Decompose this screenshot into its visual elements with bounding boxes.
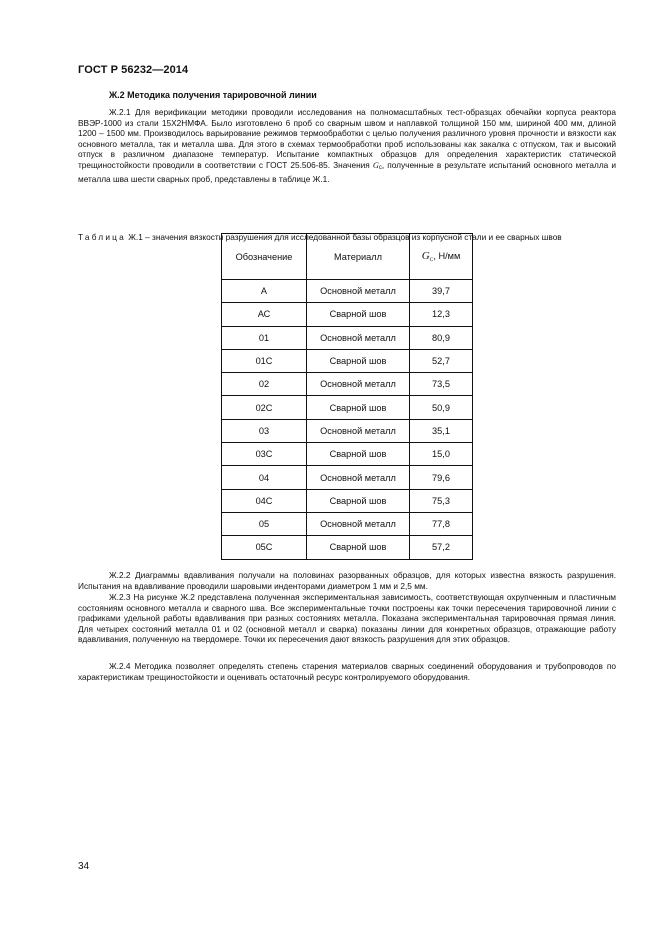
table-row (222, 326, 473, 349)
paragraph-zh-2-2: Ж.2.2 Диаграммы вдавливания получали на половинах разорванных образцов, для которых известна вязкость разрушения. Испытания на вдавливание проводили шаровыми инденторами диаметром 1 мм и 2,5 мм. (78, 570, 616, 591)
header-designation: Обозначение (222, 234, 307, 280)
header-gc (410, 234, 473, 280)
table-header-row (222, 234, 473, 280)
document-header: ГОСТ Р 56232—2014 (78, 64, 189, 76)
gc-symbol: G (372, 160, 379, 170)
cell-value: 73,5 (410, 373, 473, 396)
table-row (222, 443, 473, 466)
cell-designation: 05 (222, 512, 307, 535)
cell-designation: АС (222, 303, 307, 326)
cell-value: 52,7 (410, 349, 473, 372)
header-gc-symbol: G (421, 250, 430, 262)
cell-value: 77,8 (410, 512, 473, 535)
cell-value: 39,7 (410, 280, 473, 303)
cell-value: 50,9 (410, 396, 473, 419)
table-row (222, 349, 473, 372)
cell-designation: А (222, 280, 307, 303)
cell-designation: 02С (222, 396, 307, 419)
table-row (222, 396, 473, 419)
table-row (222, 303, 473, 326)
table-row (222, 489, 473, 512)
cell-designation: 03 (222, 419, 307, 442)
header-material: Материалл (307, 234, 410, 280)
cell-material: Основной металл (307, 466, 410, 489)
cell-designation: 01С (222, 349, 307, 372)
cell-value: 75,3 (410, 489, 473, 512)
paragraph-zh-2-3: Ж.2.3 На рисунке Ж.2 представлена полученная экспериментальная зависимость, соответствующая охрупченным и пластичным состояниям основного металла и сварного шва. Все экспериментальные точки построены как точки пересечения тарировочной линии с графиками удельной работы вдавливания при разных состояниях металла. Показана экспериментальная тарировочная прямая линия. Для четырех состояний металла 01 и 02 (основной металл и сварка) показаны линии для конкретных образцов, отражающие работу вдавливания, полученную на твердомере. Точки их пересечения дают вязкость разрушения для этих образцов. (78, 592, 616, 645)
table-caption-label: Таблица (78, 232, 126, 242)
cell-value: 80,9 (410, 326, 473, 349)
paragraph-zh-2-1 (78, 107, 616, 184)
cell-value: 57,2 (410, 536, 473, 559)
gc-subscript: c (378, 164, 382, 171)
cell-designation: 03С (222, 443, 307, 466)
header-gc-unit: , Н/мм (433, 251, 461, 261)
cell-value: 15,0 (410, 443, 473, 466)
table-row (222, 280, 473, 303)
cell-designation: 01 (222, 326, 307, 349)
page-number: 34 (78, 861, 90, 872)
paragraph-text-continued: , полученные в результате испытаний основного металла и металла шва шести сварных проб, представлены в таблице Ж.1. (78, 159, 616, 184)
cell-material: Сварной шов (307, 489, 410, 512)
paragraph-text: Ж.2.1 Для верификации методики проводили исследования на полномасштабных тест-образцах обечайки корпуса реактора ВВЭР-1000 из стали 15Х2НМФА. Было изготовлено 6 проб со сварным швом и наплавкой толщиной 150 мм, шириной 400 мм, длиной 1200 – 1500 мм. Производилось варьирование режимов термообработки с целью получения различного уровня прочности и вязкости как основного металла, так и металла шва. Для этого в схемах термообработки проб использованы как закалка с отпуском, так и высокий отпуск в различном диапазоне температур. Испытание компактных образцов для определения характеристик статической трещиностойкости проводили в соответствии с ГОСТ 25.506-85. Значения (78, 107, 616, 170)
table-caption-text: Ж.1 – значения вязкости разрушения для исследованной базы образцов из корпусной стали и ее сварных швов (125, 232, 562, 242)
table-row (222, 466, 473, 489)
header-gc-subscript: C (429, 257, 434, 263)
cell-value: 12,3 (410, 303, 473, 326)
table-row (222, 373, 473, 396)
cell-designation: 05С (222, 536, 307, 559)
table-row (222, 536, 473, 559)
cell-material: Основной металл (307, 419, 410, 442)
cell-designation: 04 (222, 466, 307, 489)
cell-material: Основной металл (307, 280, 410, 303)
cell-value: 79,6 (410, 466, 473, 489)
table-row (222, 419, 473, 442)
cell-value: 35,1 (410, 419, 473, 442)
cell-designation: 04С (222, 489, 307, 512)
paragraph-zh-2-4: Ж.2.4 Методика позволяет определять степень старения материалов сварных соединений оборудования и трубопроводов по характеристикам трещиностойкости и оценивать остаточный ресурс контролируемого оборудования. (78, 661, 616, 682)
cell-material: Сварной шов (307, 349, 410, 372)
cell-material: Сварной шов (307, 396, 410, 419)
cell-designation: 02 (222, 373, 307, 396)
cell-material: Сварной шов (307, 443, 410, 466)
cell-material: Основной металл (307, 512, 410, 535)
table-row (222, 512, 473, 535)
cell-material: Основной металл (307, 373, 410, 396)
cell-material: Основной металл (307, 326, 410, 349)
cell-material: Сварной шов (307, 303, 410, 326)
section-title: Ж.2 Методика получения тарировочной линии (109, 90, 317, 100)
cell-material: Сварной шов (307, 536, 410, 559)
fracture-toughness-table (221, 233, 473, 560)
